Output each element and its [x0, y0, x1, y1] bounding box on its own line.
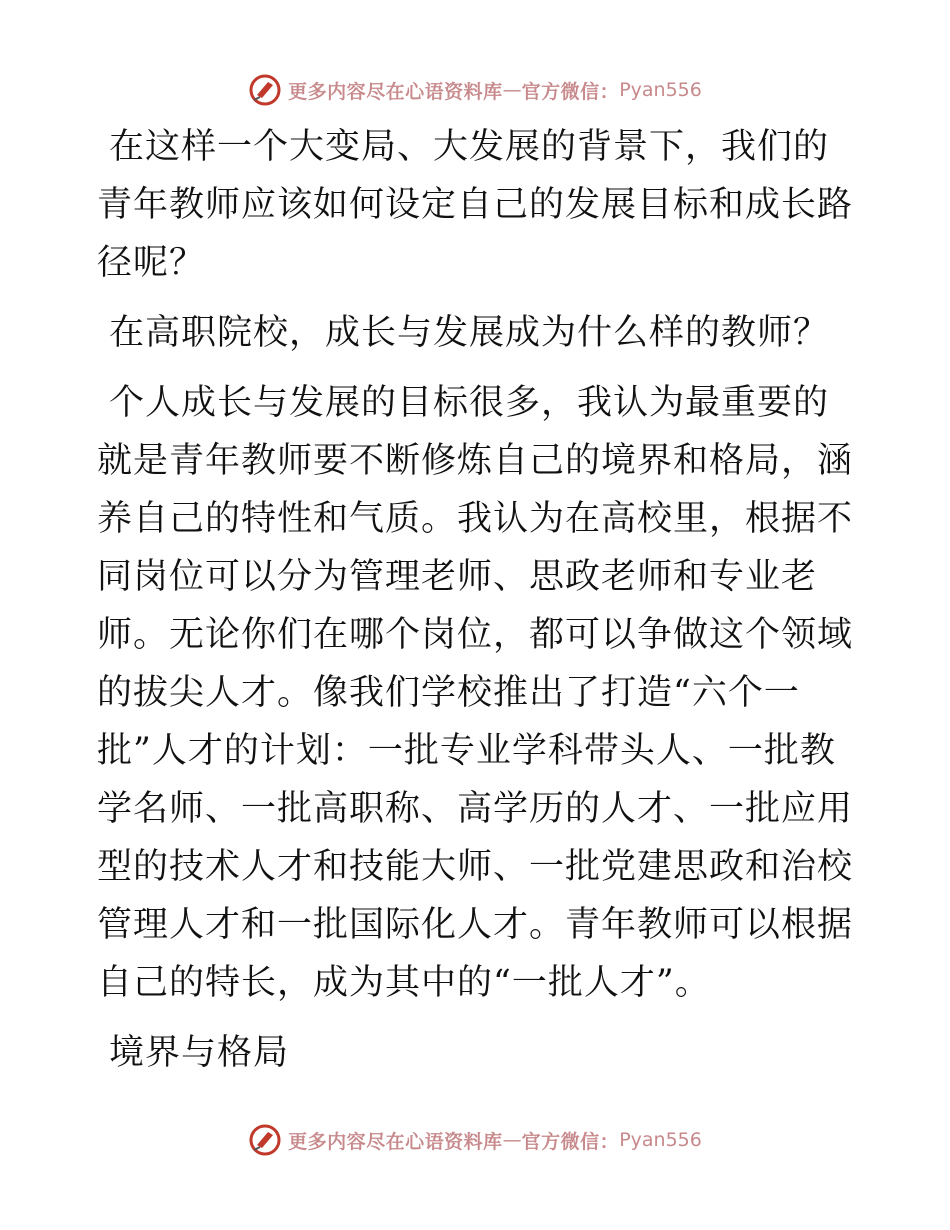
paragraph-question: 在这样一个大变局、大发展的背景下，我们的青年教师应该如何设定自己的发展目标和成长路径呢？	[97, 127, 854, 283]
watermark-text: 更多内容尽在心语资料库	[288, 80, 503, 103]
watermark-contact-label: 官方微信：	[521, 1130, 620, 1153]
watermark-separator: —	[502, 1129, 522, 1151]
watermark-contact-label: 官方微信：	[521, 80, 620, 103]
paragraph-main: 个人成长与发展的目标很多，我认为最重要的就是青年教师要不断修炼自己的境界和格局，涵养自己的特性和气质。我认为在高校里，根据不同岗位可以分为管理老师、思政老师和专业老师。无论你们在哪个岗位，都可以争做这个领域的拔尖人才。像我们学校推出了打造“六个一批”人才的计划：一批专业学科带头人、一批教学名师、一批高职称、高学历的人才、一批应用型的技术人才和技能大师、一批党建思政和治校管理人才和一批国际化人才。青年教师可以根据自己的特长，成为其中的“一批人才”。	[97, 383, 854, 1003]
watermark-banner-bottom	[0, 1120, 950, 1160]
section-heading: 境界与格局	[109, 1033, 290, 1073]
watermark-text: 更多内容尽在心语资料库	[288, 1130, 503, 1153]
paragraph-subquestion: 在高职院校，成长与发展成为什么样的教师？	[109, 313, 830, 353]
watermark-contact-id: Pyan556	[619, 1129, 702, 1151]
watermark-contact-id: Pyan556	[619, 79, 702, 101]
document-body	[97, 118, 857, 1094]
watermark-banner-top	[0, 70, 950, 110]
brand-logo-icon	[248, 1123, 282, 1157]
watermark-separator: —	[502, 79, 522, 101]
brand-logo-icon	[248, 73, 282, 107]
